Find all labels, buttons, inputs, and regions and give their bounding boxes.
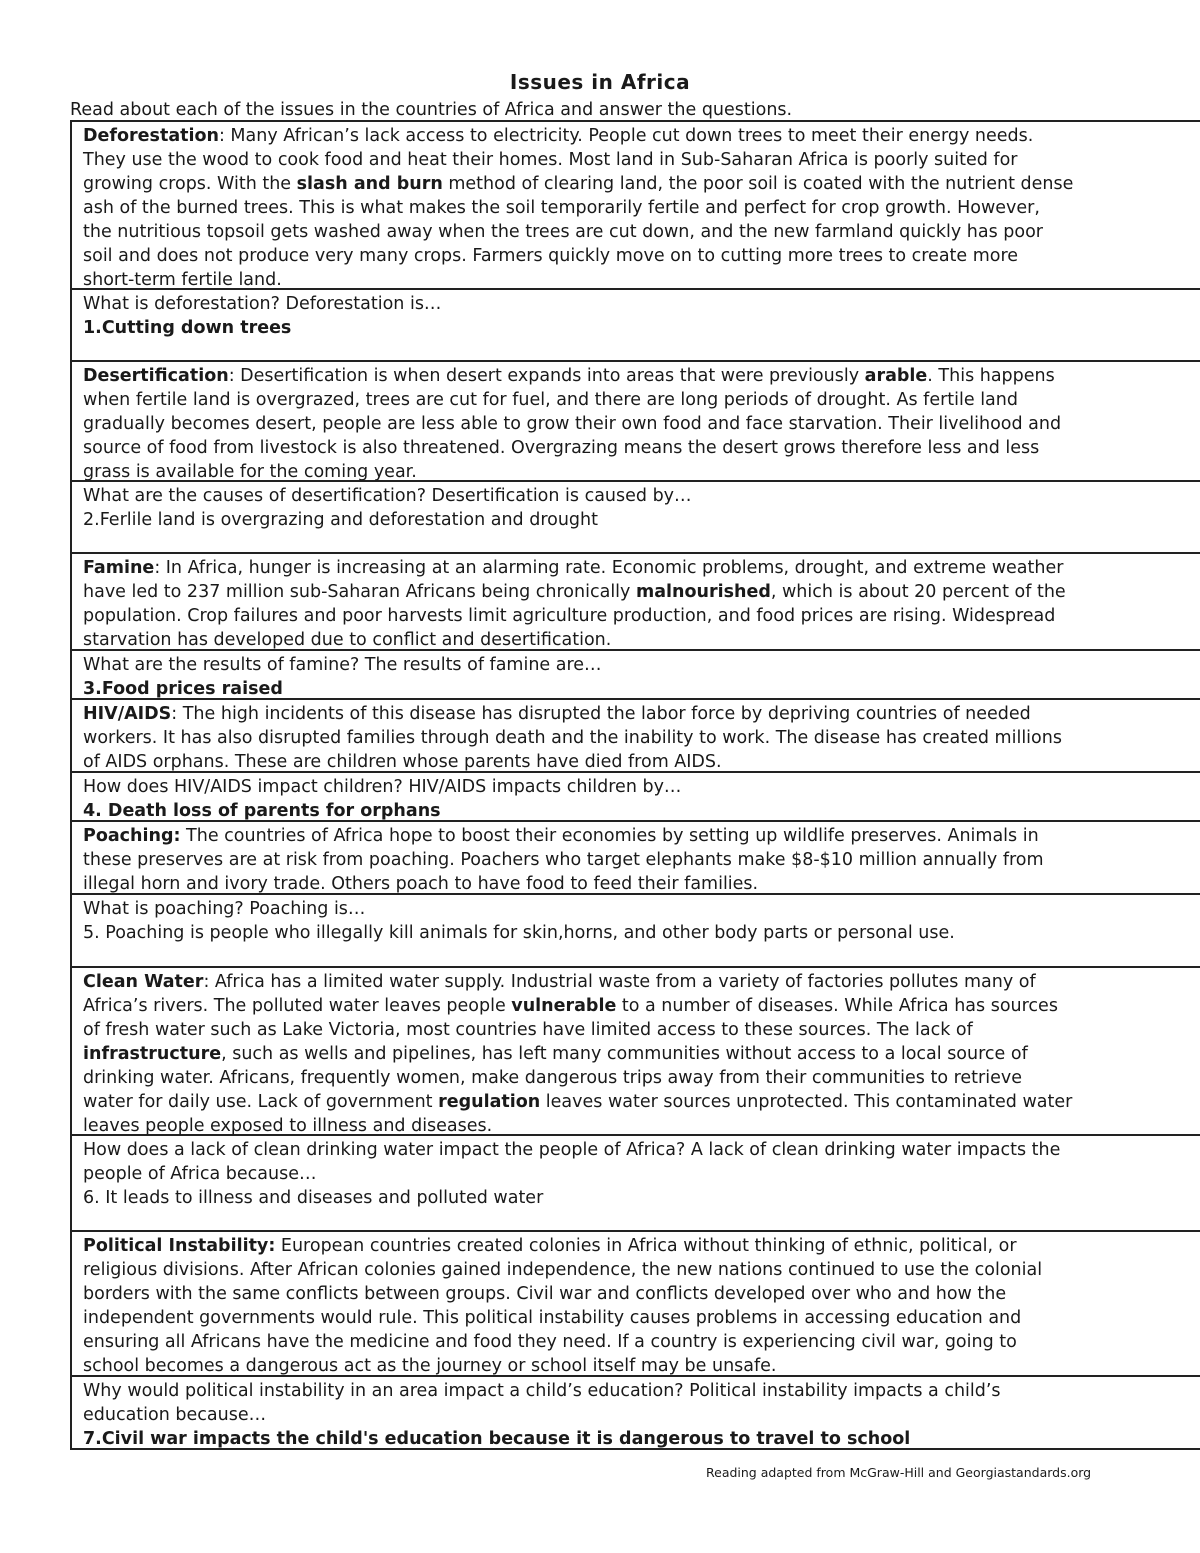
clean-water-heading: Clean Water <box>83 972 204 992</box>
answer-field[interactable]: 1.Cutting down trees <box>83 318 292 338</box>
key-term: regulation <box>438 1092 541 1112</box>
answer-field[interactable]: 7.Civil war impacts the child's education because it is dangerous to travel to school <box>83 1429 911 1449</box>
key-term: malnourished <box>635 582 771 602</box>
key-term: arable <box>864 366 928 386</box>
poaching-question: What is poaching? Poaching is… 5. Poaching is people who illegally kill animals for skin,horns, and other body parts or personal use. <box>72 895 1200 968</box>
political-instability-question: Why would political instability in an area impact a child’s education? Political instability impacts a child’s education because… 7.Civil war impacts the child's education because it is dangerous to travel to school <box>72 1377 1200 1450</box>
clean-water-reading: Clean Water: Africa has a limited water supply. Industrial waste from a variety of factories pollutes many of Africa’s rivers. The polluted water leaves people vulnerable to a number of diseases. While Africa has sources of fresh water such as Lake Victoria, most countries have limited access to these sources. The lack of infrastructure, such as wells and pipelines, has left many communities without access to a local source of drinking water. Africans, frequently women, make dangerous trips away from their communities to retrieve water for daily use. Lack of government regulation leaves water sources unprotected. This contaminated water leaves people exposed to illness and diseases. <box>72 968 1200 1136</box>
deforestation-question: What is deforestation? Deforestation is… 1.Cutting down trees <box>72 290 1200 362</box>
famine-question: What are the results of famine? The results of famine are… 3.Food prices raised <box>72 651 1200 700</box>
answer-field[interactable]: 6. It leads to illness and diseases and polluted water <box>83 1188 544 1208</box>
political-instability-reading: Political Instability: European countries created colonies in Africa without thinking of ethnic, political, or religious divisions. After African colonies gained independence, the new nations continued to use the colonial borders with the same conflicts between groups. Civil war and conflicts developed over who and how the independent governments would rule. This political instability causes problems in accessing education and ensuring all Africans have the medicine and food they need. If a country is experiencing civil war, going to school becomes a dangerous act as the journey or school itself may be unsafe. <box>72 1232 1200 1377</box>
desertification-question: What are the causes of desertification? Desertification is caused by… 2.Ferlile land is overgrazing and deforestation and drought <box>72 482 1200 554</box>
clean-water-question: How does a lack of clean drinking water impact the people of Africa? A lack of clean drinking water impacts the people of Africa because… 6. It leads to illness and diseases and polluted water <box>72 1136 1200 1232</box>
poaching-heading: Poaching: <box>83 826 181 846</box>
hiv-aids-question: How does HIV/AIDS impact children? HIV/AIDS impacts children by… 4. Death loss of parents for orphans <box>72 773 1200 822</box>
page-title: Issues in Africa <box>509 70 691 94</box>
poaching-reading: Poaching: The countries of Africa hope to boost their economies by setting up wildlife preserves. Animals in these preserves are at risk from poaching. Poachers who target elephants make $8-$10 million annually from illegal horn and ivory trade. Others poach to have food to feed their families. <box>72 822 1200 895</box>
hiv-aids-reading: HIV/AIDS: The high incidents of this disease has disrupted the labor force by depriving countries of needed workers. It has also disrupted families through death and the inability to work. The disease has created millions of AIDS orphans. These are children whose parents have died from AIDS. <box>72 700 1200 773</box>
worksheet-table <box>70 120 1200 1450</box>
instructions: Read about each of the issues in the countries of Africa and answer the questions. <box>70 100 793 120</box>
answer-field[interactable]: 4. Death loss of parents for orphans <box>83 801 441 821</box>
key-term: infrastructure <box>83 1044 222 1064</box>
answer-field[interactable]: 2.Ferlile land is overgrazing and deforestation and drought <box>83 510 598 530</box>
key-term: vulnerable <box>511 996 617 1016</box>
desertification-heading: Desertification <box>83 366 229 386</box>
source-credit: Reading adapted from McGraw-Hill and Georgiastandards.org <box>706 1465 1092 1480</box>
hiv-aids-heading: HIV/AIDS <box>83 704 172 724</box>
political-instability-heading: Political Instability: <box>83 1236 276 1256</box>
answer-field[interactable]: 5. Poaching is people who illegally kill animals for skin,horns, and other body parts or personal use. <box>83 923 955 943</box>
deforestation-reading: Deforestation: Many African’s lack access to electricity. People cut down trees to meet their energy needs. They use the wood to cook food and heat their homes. Most land in Sub-Saharan Africa is poorly suited for growing crops. With the slash and burn method of clearing land, the poor soil is coated with the nutrient dense ash of the burned trees. This is what makes the soil temporarily fertile and perfect for crop growth. However, the nutritious topsoil gets washed away when the trees are cut down, and the new farmland quickly has poor soil and does not produce very many crops. Farmers quickly move on to cutting more trees to create more short-term fertile land. <box>72 122 1200 290</box>
famine-reading: Famine: In Africa, hunger is increasing at an alarming rate. Economic problems, drought, and extreme weather have led to 237 million sub-Saharan Africans being chronically malnourished, which is about 20 percent of the population. Crop failures and poor harvests limit agriculture production, and food prices are rising. Widespread starvation has developed due to conflict and desertification. <box>72 554 1200 651</box>
desertification-reading: Desertification: Desertification is when desert expands into areas that were previously arable. This happens when fertile land is overgrazed, trees are cut for fuel, and there are long periods of drought. As fertile land gradually becomes desert, people are less able to grow their own food and face starvation. Their livelihood and source of food from livestock is also threatened. Overgrazing means the desert grows therefore less and less grass is available for the coming year. <box>72 362 1200 482</box>
famine-heading: Famine <box>83 558 155 578</box>
key-term: slash and burn <box>296 174 443 194</box>
answer-field[interactable]: 3.Food prices raised <box>83 679 283 699</box>
deforestation-heading: Deforestation <box>83 126 219 146</box>
